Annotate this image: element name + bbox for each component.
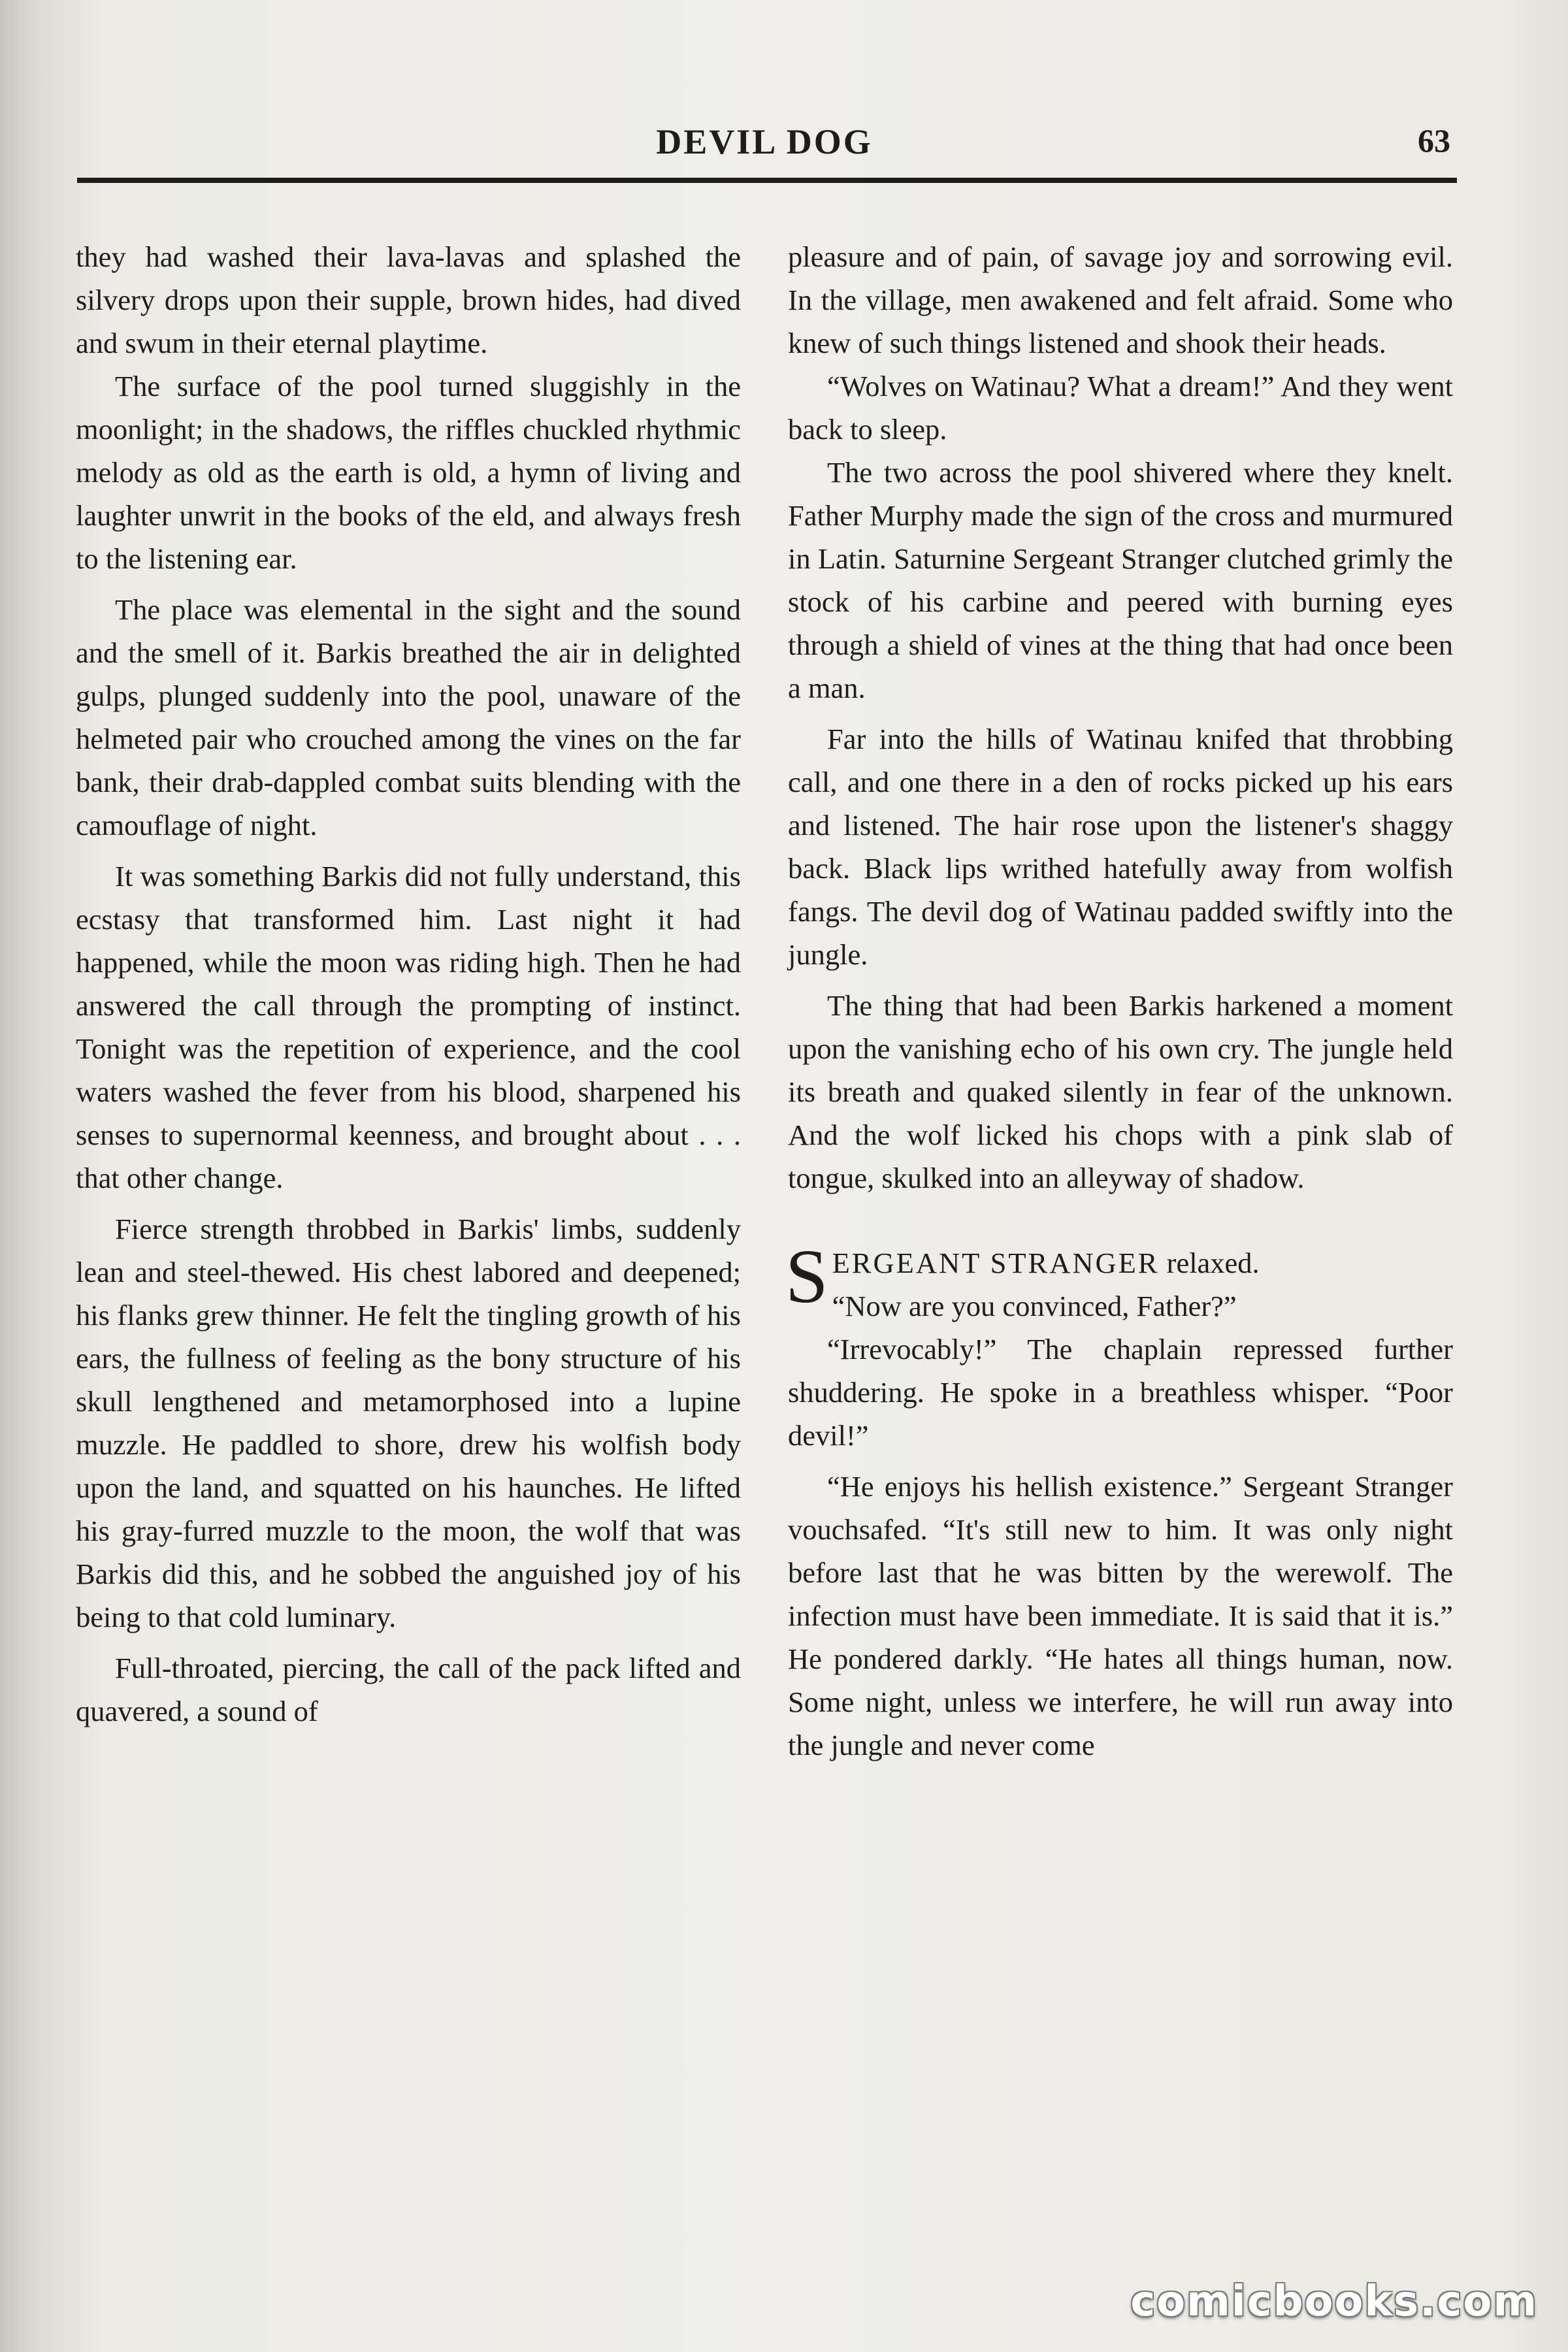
header-rule — [77, 178, 1457, 183]
paragraph: Far into the hills of Watinau knifed that throbbing call, and one there in a den of rocks picked up his ears and listened. The hair rose upon the listener's shaggy back. Black lips writhed hatefully away from wolfish fangs. The devil dog of Watinau padded swiftly into the jungle. — [788, 723, 1453, 971]
dialogue-line: “Now are you convinced, Father?” — [832, 1290, 1237, 1322]
left-column — [76, 235, 741, 1733]
paragraph: “Irrevocably!” The chaplain repressed further shuddering. He spoke in a breathless whisper. “Poor devil!” — [788, 1333, 1453, 1452]
drop-cap: S — [785, 1233, 828, 1319]
section-head-rest: relaxed. — [1159, 1247, 1260, 1279]
paragraph: Fierce strength throbbed in Barkis' limbs, suddenly lean and steel-thewed. His chest labored and deepened; his flanks grew thinner. He felt the tingling growth of his ears, the fullness of feeling as the bony structure of his skull lengthened and metamorphosed into a lupine muzzle. He paddled to shore, drew his wolfish body upon the land, and squatted on his haunches. He lifted his gray-furred muzzle to the moon, the wolf that was Barkis did this, and he sobbed the anguished joy of his being to that cold luminary. — [76, 1213, 741, 1633]
paragraph: “He enjoys his hellish existence.” Sergeant Stranger vouchsafed. “It's still new to him. It was only night before last that he was bitten by the werewolf. The infection must have been immediate. It is said that it is.” He pondered darkly. “He hates all things human, now. Some night, unless we interfere, he will run away into the jungle and never come — [788, 1470, 1453, 1761]
paragraph: The place was elemental in the sight and the sound and the smell of it. Barkis breathed the air in delighted gulps, plunged suddenly into the pool, unaware of the helmeted pair who crouched among the vines on the far bank, their drab-dappled combat suits blending with the camouflage of night. — [76, 593, 741, 841]
running-head — [78, 122, 1450, 180]
section-opening — [785, 1233, 1453, 1328]
running-head-title: DEVIL DOG — [656, 122, 873, 161]
paragraph: Full-throated, piercing, the call of the pack lifted and quavered, a sound of — [76, 1652, 741, 1727]
watermark: comicbooks.com — [1130, 2278, 1538, 2326]
paragraph: It was something Barkis did not fully understand, this ecstasy that transformed him. Last night it had happened, while the moon was riding high. Then he had answered the call through the prompting of instinct. Tonight was the repetition of experience, and the cool waters washed the fever from his blood, sharpened his senses to supernormal keenness, and brought about . . . that other change. — [76, 860, 741, 1194]
paragraph: pleasure and of pain, of savage joy and sorrowing evil. In the village, men awakened and felt afraid. Some who knew of such things listened and shook their heads. — [788, 240, 1453, 359]
paragraph: The thing that had been Barkis harkened a moment upon the vanishing echo of his own cry. The jungle held its breath and quaked silently in fear of the unknown. And the wolf licked his chops with a pink slab of tongue, skulked into an alleyway of shadow. — [788, 989, 1453, 1194]
section-head-caps: ERGEANT STRANGER — [832, 1247, 1160, 1279]
paragraph: The two across the pool shivered where they knelt. Father Murphy made the sign of the cross and murmured in Latin. Saturnine Sergeant Stranger clutched grimly the stock of his carbine and peered with burning eyes through a shield of vines at the thing that had once been a man. — [788, 456, 1453, 704]
paragraph: The surface of the pool turned sluggishly in the moonlight; in the shadows, the riffles chuckled rhythmic melody as old as the earth is old, a hymn of living and laughter unwrit in the books of the eld, and always fresh to the listening ear. — [76, 370, 741, 575]
paragraph: they had washed their lava-lavas and splashed the silvery drops upon their supple, brown hides, had dived and swum in their eternal playtime. — [76, 240, 741, 359]
page-number: 63 — [1418, 122, 1450, 159]
right-column — [785, 235, 1453, 1767]
paragraph: “Wolves on Watinau? What a dream!” And they went back to sleep. — [788, 370, 1453, 446]
